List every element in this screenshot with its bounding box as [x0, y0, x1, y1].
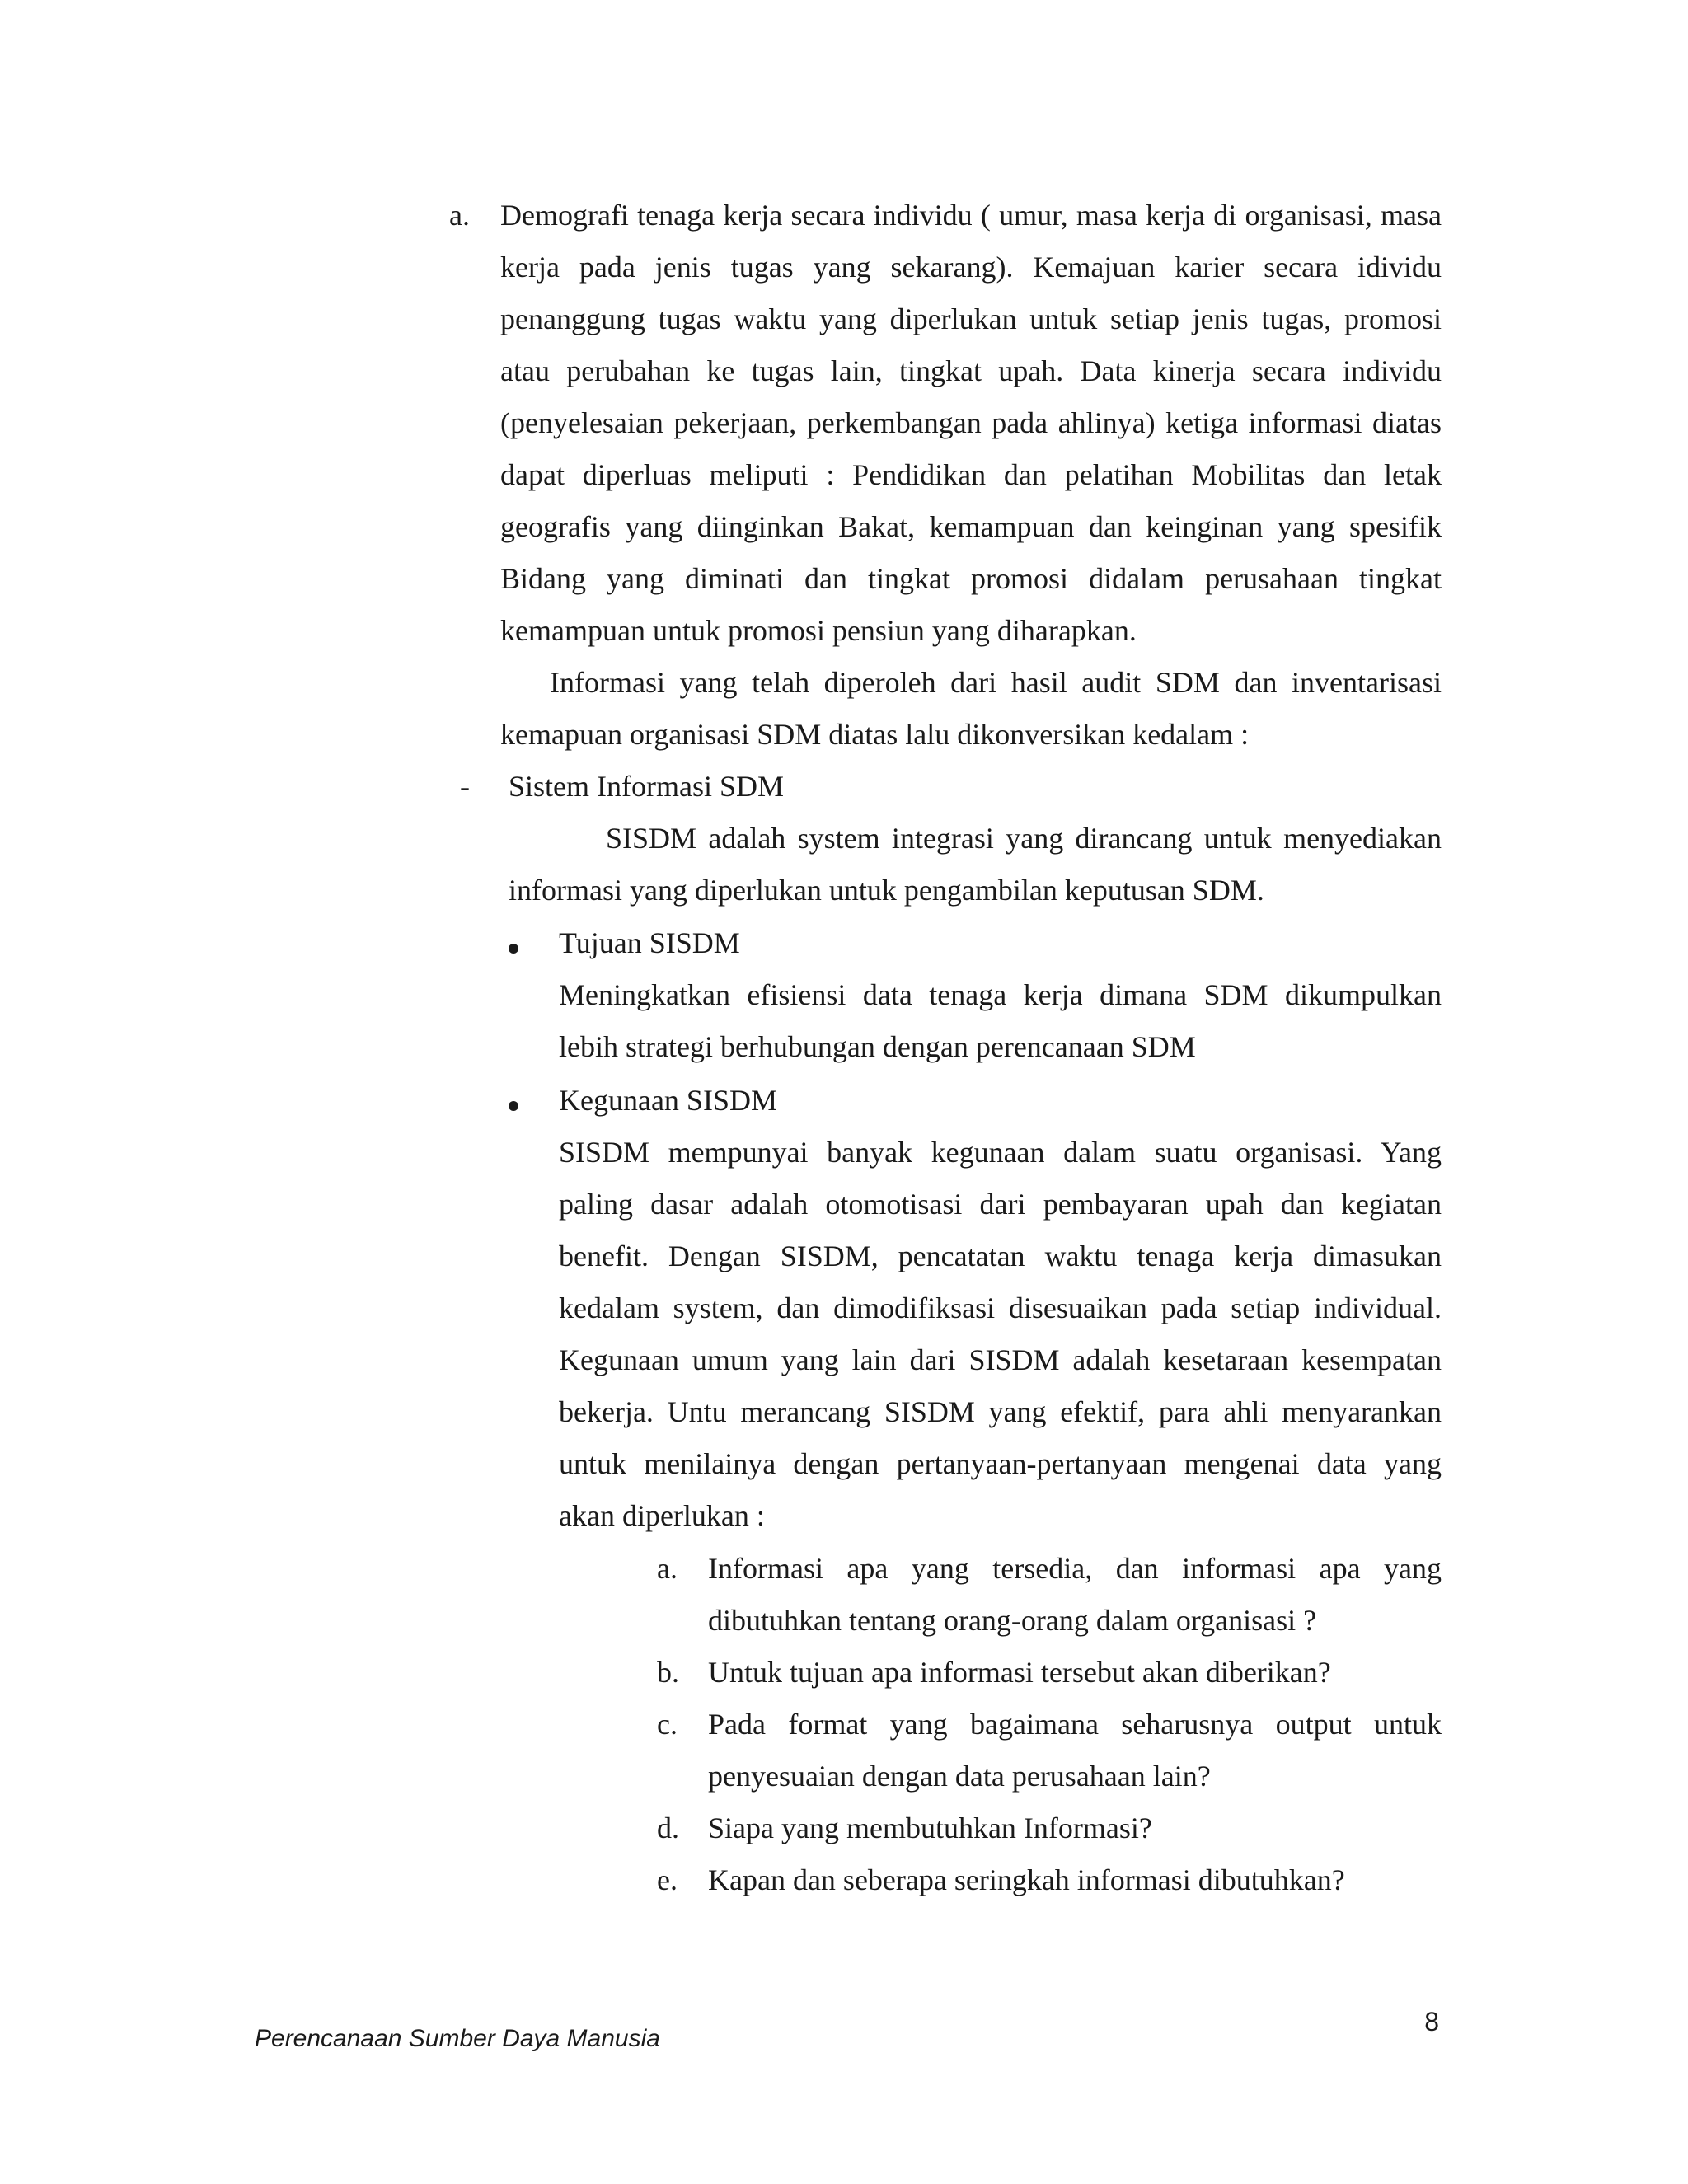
- info-paragraph: Informasi yang telah diperoleh dari hasil audit SDM dan inventarisasi kemapuan organisasi SDM diatas lalu dikonversikan kedalam :: [500, 666, 1442, 751]
- question-marker: b.: [657, 1656, 679, 1689]
- list-marker-a: a.: [449, 199, 470, 232]
- dash-marker: -: [460, 770, 470, 803]
- question-marker: a.: [657, 1552, 678, 1585]
- sisdm-intro-paragraph: SISDM adalah system integrasi yang dirancang untuk menyediakan informasi yang diperlukan untuk pengambilan keputusan SDM.: [509, 822, 1442, 907]
- question-item: Siapa yang membutuhkan Informasi?: [708, 1811, 1152, 1844]
- question-item: Pada format yang bagaimana seharusnya output untuk penyesuaian dengan data perusahaan lain?: [708, 1708, 1442, 1793]
- page-number: 8: [1424, 2007, 1439, 2036]
- question-item: Kapan dan seberapa seringkah informasi dibutuhkan?: [708, 1863, 1345, 1896]
- subheading-kegunaan: Kegunaan SISDM: [559, 1084, 777, 1117]
- bullet-icon: [509, 944, 518, 954]
- tujuan-paragraph: Meningkatkan efisiensi data tenaga kerja dimana SDM dikumpulkan lebih strategi berhubungan dengan perencanaan SDM: [559, 978, 1442, 1063]
- bullet-icon: [509, 1101, 518, 1111]
- question-marker: e.: [657, 1863, 678, 1896]
- item-a-paragraph: Demografi tenaga kerja secara individu ( umur, masa kerja di organisasi, masa kerja pada jenis tugas yang sekarang). Kemajuan karier secara idividu penanggung tugas waktu yang diperlukan untuk setiap jenis tugas, promosi atau perubahan ke tugas lain, tingkat upah. Data kinerja secara individu (penyelesaian pekerjaan, perkembangan pada ahlinya) ketiga informasi diatas dapat diperluas meliputi : Pendidikan dan pelatihan Mobilitas dan letak geografis yang diinginkan Bakat, kemampuan dan keinginan yang spesifik Bidang yang diminati dan tingkat promosi didalam perusahaan tingkat kemampuan untuk promosi pensiun yang diharapkan.: [500, 199, 1442, 647]
- footer-title: Perencanaan Sumber Daya Manusia: [255, 2025, 660, 2052]
- subheading-tujuan: Tujuan SISDM: [559, 926, 740, 959]
- section-heading-sisdm: Sistem Informasi SDM: [509, 770, 785, 803]
- question-marker: c.: [657, 1708, 678, 1741]
- question-marker: d.: [657, 1811, 679, 1844]
- question-item: Informasi apa yang tersedia, dan informasi apa yang dibutuhkan tentang orang-orang dalam organisasi ?: [708, 1552, 1442, 1637]
- question-item: Untuk tujuan apa informasi tersebut akan diberikan?: [708, 1656, 1331, 1689]
- kegunaan-paragraph: SISDM mempunyai banyak kegunaan dalam suatu organisasi. Yang paling dasar adalah otomotisasi dari pembayaran upah dan kegiatan benefit. Dengan SISDM, pencatatan waktu tenaga kerja dimasukan kedalam system, dan dimodifiksasi disesuaikan pada setiap individual. Kegunaan umum yang lain dari SISDM adalah kesetaraan kesempatan bekerja. Untu merancang SISDM yang efektif, para ahli menyarankan untuk menilainya dengan pertanyaan-pertanyaan mengenai data yang akan diperlukan :: [559, 1136, 1442, 1532]
